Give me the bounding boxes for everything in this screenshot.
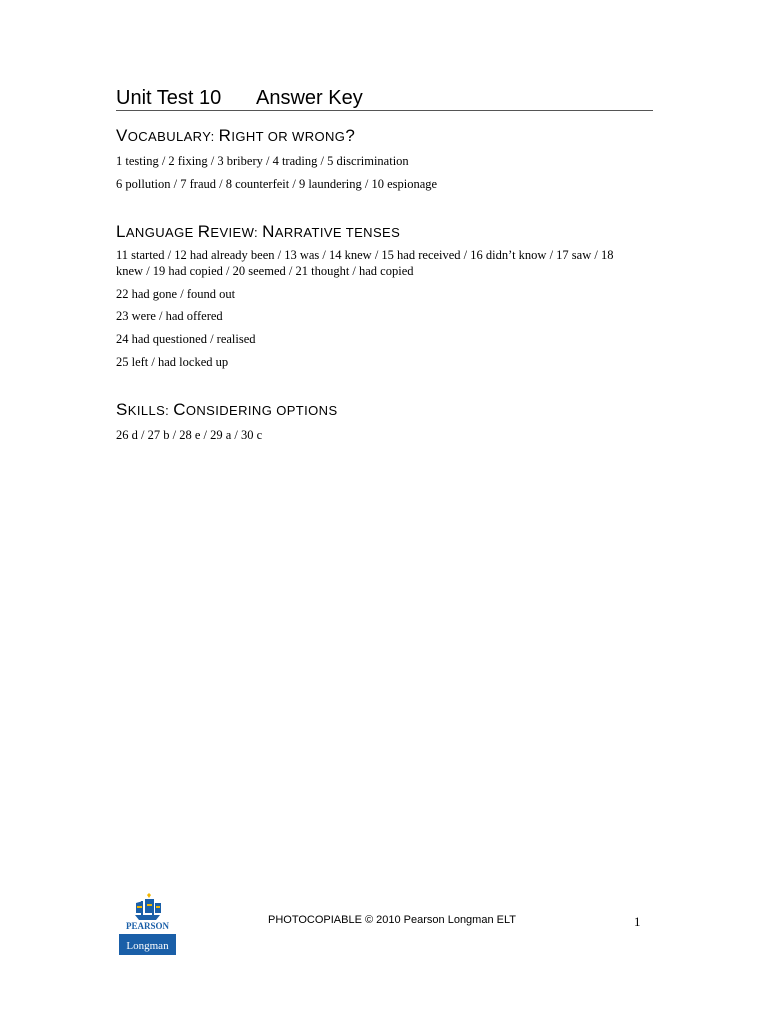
copyright-notice: PHOTOCOPIABLE © 2010 Pearson Longman ELT (268, 914, 516, 926)
answer-line: 6 pollution / 7 fraud / 8 counterfeit / 9 laundering / 10 espionage (116, 177, 438, 191)
unit-test-title: Unit Test 10 (116, 87, 222, 109)
section-heading-language-review: LANGUAGE REVIEW: NARRATIVE TENSES (116, 222, 401, 241)
logo-text-pearson: PEARSON (125, 921, 170, 931)
answer-line: 1 testing / 2 fixing / 3 bribery / 4 trading / 5 discrimination (116, 154, 409, 168)
pearson-longman-logo (119, 893, 176, 955)
logo-text-longman: Longman (126, 940, 169, 952)
answer-key-title: Answer Key (256, 87, 363, 109)
section-heading-vocabulary: VOCABULARY: RIGHT OR WRONG? (116, 126, 356, 145)
page-title (116, 86, 653, 111)
answer-line: 25 left / had locked up (116, 355, 229, 369)
page-number: 1 (634, 914, 641, 929)
answer-line: 26 d / 27 b / 28 e / 29 a / 30 c (116, 428, 263, 442)
answer-line: 11 started / 12 had already been / 13 was / 14 knew / 15 had received / 16 didn’t know / 17 saw / 18 knew / 19 had copied / 20 seemed / 21 thought / had copied (116, 248, 614, 278)
answer-line: 24 had questioned / realised (116, 332, 256, 346)
answer-line: 23 were / had offered (116, 309, 223, 323)
answer-line: 22 had gone / found out (116, 287, 236, 301)
section-heading-skills: SKILLS: CONSIDERING OPTIONS (116, 400, 338, 419)
